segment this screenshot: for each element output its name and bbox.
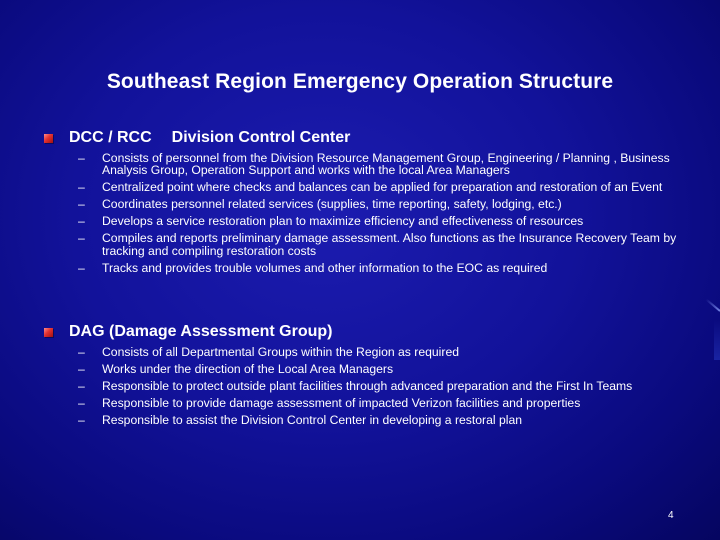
dash-icon: – xyxy=(78,345,85,359)
dash-icon: – xyxy=(78,214,85,229)
section-dag xyxy=(44,322,684,431)
list-item: – Responsible to assist the Division Control Center in developing a restoral plan xyxy=(44,414,684,426)
heading-short: DCC / RCC xyxy=(69,129,152,146)
section-heading xyxy=(44,128,684,148)
dash-icon: – xyxy=(78,231,85,246)
heading-short: DAG (Damage Assessment Group) xyxy=(69,323,333,340)
dash-icon: – xyxy=(78,180,85,195)
page-number: 4 xyxy=(668,510,674,521)
dash-icon: – xyxy=(78,413,85,427)
decorative-line xyxy=(706,299,720,312)
list-item: – Consists of all Departmental Groups within the Region as required xyxy=(44,346,684,358)
dash-icon: – xyxy=(78,197,85,212)
dash-icon: – xyxy=(78,362,85,376)
slide-title: Southeast Region Emergency Operation Structure xyxy=(106,70,614,93)
list-item: – Coordinates personnel related services (supplies, time reporting, safety, lodging, etc.) xyxy=(44,198,684,210)
dash-icon: – xyxy=(78,260,85,275)
list-item: – Works under the direction of the Local Area Managers xyxy=(44,363,684,375)
dash-icon: – xyxy=(78,379,85,393)
section-heading xyxy=(44,322,684,342)
section-dcc-rcc xyxy=(44,128,684,279)
list-item: – Centralized point where checks and balances can be applied for preparation and restoration of an Event xyxy=(44,181,684,193)
bullet-list xyxy=(44,346,684,426)
heading-long: Division Control Center xyxy=(171,129,351,146)
dash-icon: – xyxy=(78,151,85,165)
list-item: – Responsible to protect outside plant facilities through advanced preparation and the First In Teams xyxy=(44,380,684,392)
bullet-list xyxy=(44,152,684,274)
square-bullet-icon xyxy=(44,134,53,143)
list-item: – Responsible to provide damage assessment of impacted Verizon facilities and properties xyxy=(44,397,684,409)
list-item: – Compiles and reports preliminary damage assessment. Also functions as the Insurance Recovery Team by tracking and compiling restoration costs xyxy=(44,232,684,257)
square-bullet-icon xyxy=(44,328,53,337)
decorative-shade xyxy=(714,320,720,360)
list-item: – Develops a service restoration plan to maximize efficiency and effectiveness of resources xyxy=(44,215,684,227)
list-item: – Tracks and provides trouble volumes and other information to the EOC as required xyxy=(44,262,684,274)
list-item: – Consists of personnel from the Division Resource Management Group, Engineering / Planning , Business Analysis Group, Operation Support and works with the local Area Managers xyxy=(44,152,684,177)
dash-icon: – xyxy=(78,396,85,410)
